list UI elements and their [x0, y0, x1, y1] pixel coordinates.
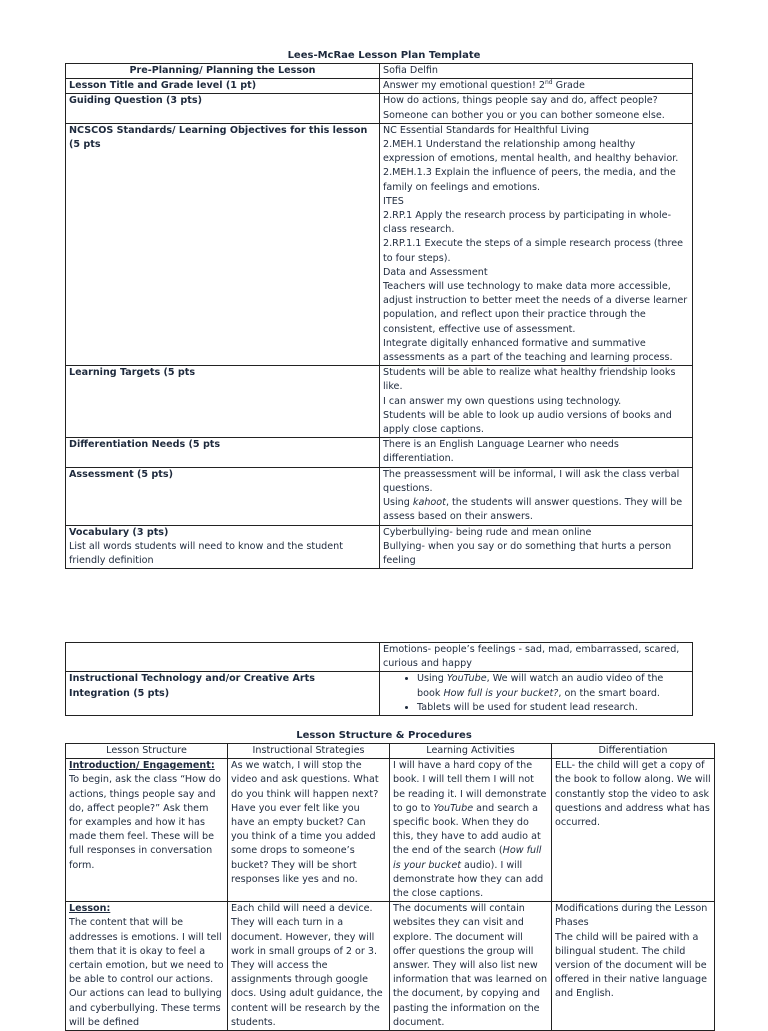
vocabulary-label: Vocabulary (3 pts) List all words students will need to know and the student friendly definition — [66, 525, 380, 569]
document-title: Lees-McRae Lesson Plan Template — [287, 50, 481, 61]
structure-table — [65, 743, 715, 1031]
learning-targets-value: Students will be able to realize what healthy friendship looks like. I can answer my own questions using technology. Students will be able to look up audio versions of books and apply close captions. — [380, 366, 693, 438]
structure-title: Lesson Structure & Procedures — [296, 730, 472, 741]
lesson-activities: The documents will contain websites they can visit and explore. The document will offer questions the group will answer. They will also list new information that was learned on the document, by copying and pasting the information on the document. — [390, 902, 552, 1031]
guiding-question-label: Guiding Question (3 pts) — [66, 94, 380, 123]
lesson-title-label: Lesson Title and Grade level (1 pt) — [66, 79, 380, 94]
vocabulary-value: Cyberbullying- being rude and mean online Bullying- when you say or do something that hurts a person feeling — [380, 525, 693, 569]
header-learning-activities: Learning Activities — [390, 744, 552, 759]
assessment-label: Assessment (5 pts) — [66, 467, 380, 525]
header-instructional-strategies: Instructional Strategies — [228, 744, 390, 759]
lesson-title-value: Answer my emotional question! 2nd Grade — [380, 79, 693, 94]
intro-differentiation: ELL- the child will get a copy of the book to follow along. We will constantly stop the video to ask questions and address what has occurred. — [552, 759, 715, 902]
lesson-differentiation: Modifications during the Lesson Phases The child will be paired with a bilingual student. The child version of the document will be offered in their native language and English. — [552, 902, 715, 1031]
assessment-value: The preassessment will be informal, I will ask the class verbal questions. Using kahoot, the students will answer questions. They will be assess based on their answers. — [380, 467, 693, 525]
emotions-definition: Emotions- people’s feelings - sad, mad, embarrassed, scared, curious and happy — [380, 643, 693, 672]
header-lesson-structure: Lesson Structure — [66, 744, 228, 759]
tech-bullet-youtube: • Using YouTube, We will watch an audio video of the book How full is your bucket?, on the smart board. — [417, 672, 689, 700]
lesson-strategies: Each child will need a device. They will each turn in a document. However, they will work in small groups of 2 or 3. They will access the assignments through google docs. Using adult guidance, the content will be research by the students. — [228, 902, 390, 1031]
standards-value: NC Essential Standards for Healthful Living 2.MEH.1 Understand the relationship among healthy expression of emotions, mental health, and healthy behavior. 2.MEH.1.3 Explain the influence of peers, the media, and the family on feelings and emotions. ITES 2.RP.1 Apply the research process by participating in whole-class research. 2.RP.1.1 Execute the steps of a simple research process (three to four steps). Data and Assessment Teachers will use technology to make data more accessible, adjust instruction to better meet the needs of a diverse learner population, and reflect upon their practice through the consistent, effective use of assessment. Integrate digitally enhanced formative and summative assessments as a part of the teaching and learning process. — [380, 123, 693, 365]
tech-integration-label: Instructional Technology and/or Creative Arts Integration (5 pts) — [66, 672, 380, 716]
guiding-question-value: How do actions, things people say and do, affect people? Someone can bother you or you can bother someone else. — [380, 94, 693, 123]
empty-cell — [66, 643, 380, 672]
differentiation-value: There is an English Language Learner who needs differentiation. — [380, 438, 693, 467]
planning-header: Pre-Planning/ Planning the Lesson — [66, 64, 380, 79]
lesson-structure: Lesson: The content that will be addresses is emotions. I will tell them that it is okay to feel a certain emotion, but we need to be able to control our actions. Our actions can lead to bullying and cyberbullying. These terms will be defined — [66, 902, 228, 1031]
standards-label: NCSCOS Standards/ Learning Objectives for this lesson (5 pts — [66, 123, 380, 365]
header-differentiation: Differentiation — [552, 744, 715, 759]
author-name: Sofia Delfin — [380, 64, 693, 79]
continuation-table — [65, 642, 693, 716]
learning-targets-label: Learning Targets (5 pts — [66, 366, 380, 438]
intro-strategies: As we watch, I will stop the video and ask questions. What do you think will happen next? Have you ever felt like you have an empty bucket? Can you think of a time you added some drops to someone’s bucket? They will be short responses like yes and no. — [228, 759, 390, 902]
intro-structure: Introduction/ Engagement: To begin, ask the class “How do actions, things people say and do, affect people?” Ask them for examples and how it has made them feel. These will be full responses in conversation form. — [66, 759, 228, 902]
tech-bullet-tablets: • Tablets will be used for student lead research. — [417, 701, 689, 715]
planning-table — [65, 63, 693, 569]
intro-activities: I will have a hard copy of the book. I will tell them I will not be reading it. I will demonstrate to go to YouTube and search a specific book. When they do this, they have to add audio at the end of the search (How full is your bucket audio). I will demonstrate how they can add the close captions. — [390, 759, 552, 902]
differentiation-label: Differentiation Needs (5 pts — [66, 438, 380, 467]
tech-integration-value — [380, 672, 693, 716]
